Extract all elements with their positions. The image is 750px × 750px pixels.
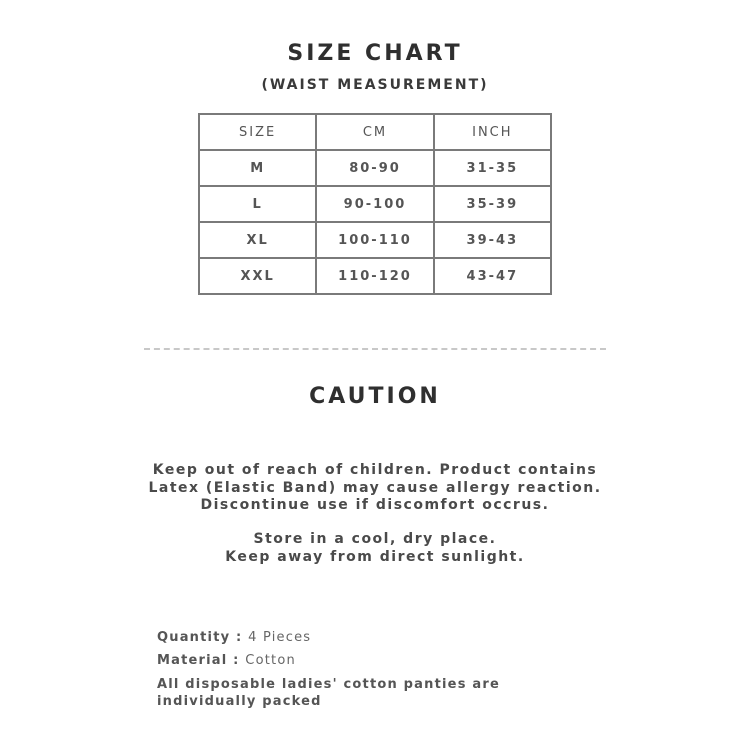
- table-row: [199, 222, 551, 258]
- header-cm: CM: [316, 114, 433, 150]
- inch-cell: 43-47: [434, 258, 551, 294]
- cm-cell: 110-120: [316, 258, 433, 294]
- packaging-note: [157, 676, 500, 710]
- caution-title: CAUTION: [309, 384, 441, 409]
- note-line: individually packed: [157, 694, 322, 709]
- cm-cell: 80-90: [316, 150, 433, 186]
- size-cell: XXL: [199, 258, 316, 294]
- size-table: [198, 113, 552, 295]
- caution-paragraph-warning: [0, 462, 750, 515]
- quantity-value: 4 Pieces: [248, 630, 312, 645]
- material-label: Material: [157, 653, 228, 668]
- inch-cell: 39-43: [434, 222, 551, 258]
- caution-line: Keep away from direct sunlight.: [225, 548, 525, 565]
- size-cell: M: [199, 150, 316, 186]
- table-row: [199, 258, 551, 294]
- quantity-separator: :: [230, 630, 249, 645]
- table-row: [199, 150, 551, 186]
- caution-line: Keep out of reach of children. Product contains: [152, 462, 598, 478]
- material-info: [157, 653, 296, 668]
- note-line: All disposable ladies' cotton panties are: [157, 677, 500, 692]
- inch-cell: 31-35: [434, 150, 551, 186]
- quantity-label: Quantity: [157, 630, 231, 645]
- header-size: SIZE: [199, 114, 316, 150]
- table-row: [199, 186, 551, 222]
- caution-line: Store in a cool, dry place.: [253, 531, 497, 547]
- cm-cell: 100-110: [316, 222, 433, 258]
- size-chart-title: SIZE CHART: [287, 41, 463, 66]
- cm-cell: 90-100: [316, 186, 433, 222]
- caution-line: Discontinue use if discomfort occrus.: [200, 497, 550, 513]
- header-inch: INCH: [434, 114, 551, 150]
- dashed-divider: [144, 348, 606, 350]
- size-cell: L: [199, 186, 316, 222]
- material-separator: :: [227, 653, 246, 668]
- size-table-header-row: [199, 114, 551, 150]
- quantity-info: [157, 630, 311, 645]
- material-value: Cotton: [245, 653, 296, 668]
- size-chart-subtitle: (WAIST MEASUREMENT): [261, 77, 489, 93]
- caution-paragraph-storage: [0, 531, 750, 566]
- caution-line: Latex (Elastic Band) may cause allergy reaction.: [148, 479, 602, 496]
- size-cell: XL: [199, 222, 316, 258]
- inch-cell: 35-39: [434, 186, 551, 222]
